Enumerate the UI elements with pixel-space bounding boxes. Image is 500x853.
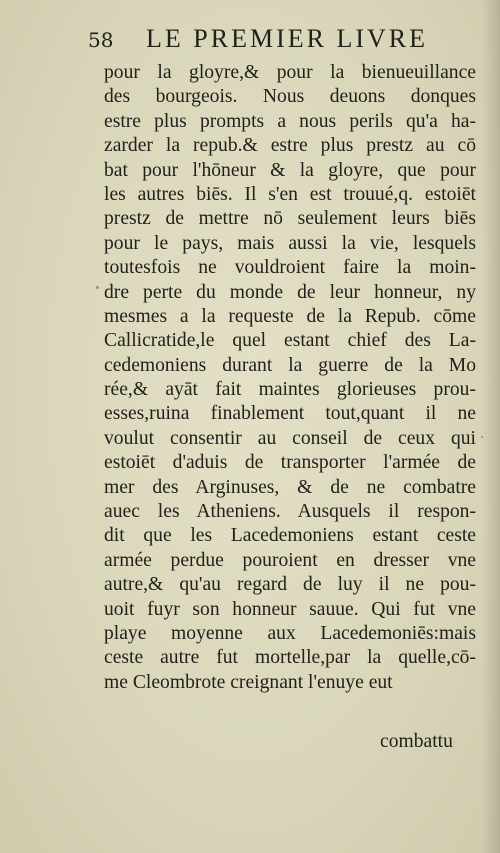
text-line: des bourgeois. Nous deuons donques — [104, 86, 476, 108]
body-text — [104, 61, 476, 695]
text-line: esses,ruina finablement tout,quant il ne — [104, 403, 476, 425]
text-line: uoit fuyr son honneur sauue. Qui fut vne — [104, 598, 476, 620]
text-line: pour le pays, mais aussi la vie, lesquels — [104, 232, 476, 254]
text-line: me Cleombrote creignant l'enuye eut — [104, 671, 393, 693]
catchword: combattu — [380, 731, 453, 752]
text-line: Callicratide,le quel estant chief des La- — [104, 330, 476, 352]
text-line: autre,& qu'au regard de luy il ne pou- — [104, 574, 476, 596]
text-line: estoiēt d'aduis de transporter l'armée de — [104, 452, 476, 474]
text-line: zarder la repub.& estre plus prestz au cō — [104, 135, 476, 157]
text-line: mer des Arginuses, & de ne combatre — [104, 476, 476, 498]
text-line: rée,& ayāt fait maintes glorieuses prou- — [104, 379, 476, 401]
text-line: dit que les Lacedemoniens estant ceste — [104, 525, 476, 547]
paper-speck — [481, 436, 483, 438]
text-line: pour la gloyre,& pour la bienueuillance — [104, 62, 476, 83]
text-line: toutesfois ne vouldroient faire la moin- — [104, 257, 476, 279]
text-line: les autres biēs. Il s'en est trouué,q. estoiēt — [104, 183, 476, 205]
text-line: voulut consentir au conseil de ceux qui — [104, 427, 476, 449]
page-header — [88, 24, 448, 60]
text-line: armée perdue pouroient en dresser vne — [104, 549, 476, 571]
paper-speck — [96, 286, 99, 289]
page-number: 58 — [88, 28, 114, 52]
page-edge-shadow — [482, 0, 500, 853]
text-line: mesmes a la requeste de la Repub. cōme — [104, 305, 476, 327]
running-title: LE PREMIER LIVRE — [146, 24, 428, 53]
text-line: prestz de mettre nō seulement leurs biēs — [104, 208, 476, 230]
text-line: cedemoniens durant la guerre de la Mo — [104, 354, 476, 376]
text-line: ceste autre fut mortelle,par la quelle,cō- — [104, 647, 476, 669]
text-line: auec les Atheniens. Ausquels il respon- — [104, 501, 476, 523]
text-line: playe moyenne aux Lacedemoniēs:mais — [104, 622, 476, 644]
text-line: dre perte du monde de leur honneur, ny — [104, 281, 476, 303]
text-line: estre plus prompts a nous perils qu'a ha- — [104, 110, 476, 132]
text-line: bat pour l'hōneur & la gloyre, que pour — [104, 159, 476, 181]
